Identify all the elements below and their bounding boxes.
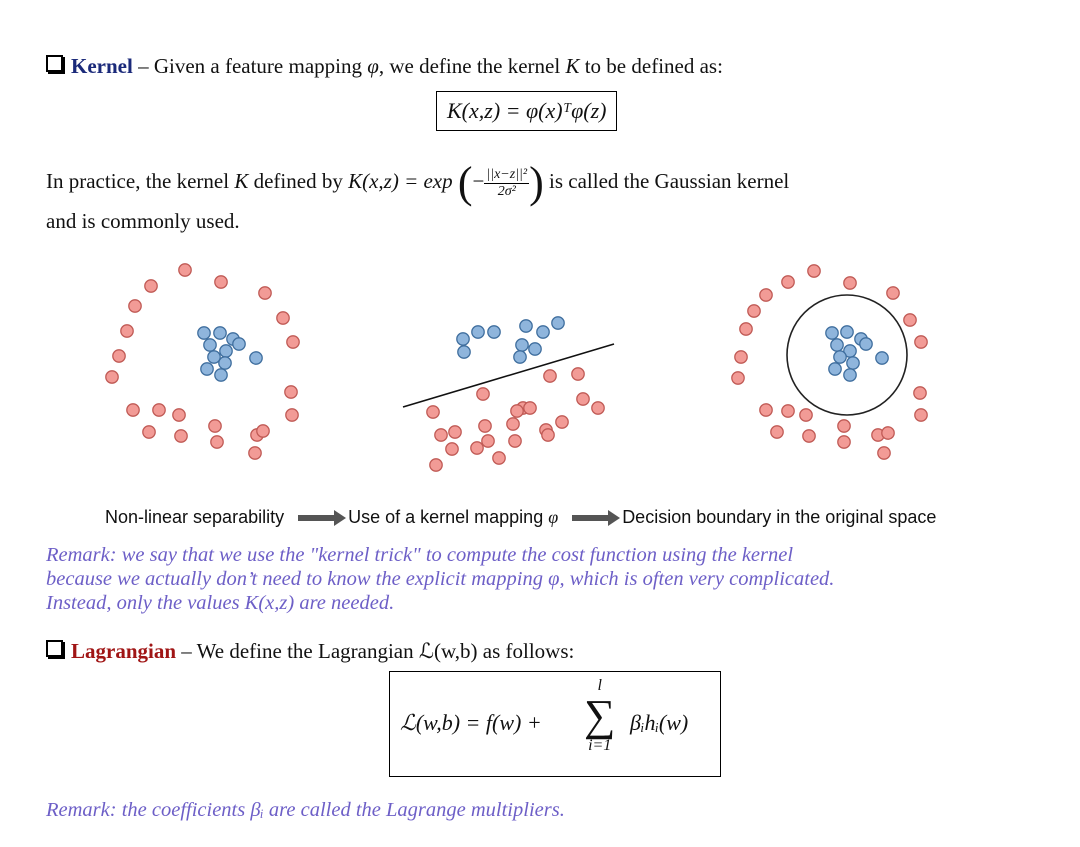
blue-point bbox=[552, 317, 564, 329]
gaussian-fraction bbox=[484, 167, 529, 200]
caption-decision-boundary: Decision boundary in the original space bbox=[622, 507, 937, 527]
red-point bbox=[507, 418, 519, 430]
red-point bbox=[544, 370, 556, 382]
red-point bbox=[592, 402, 604, 414]
red-point bbox=[782, 405, 794, 417]
blue-point bbox=[841, 326, 853, 338]
gaussian-lhs: K(x,z) = exp bbox=[348, 169, 453, 193]
red-point bbox=[286, 409, 298, 421]
blue-point bbox=[457, 333, 469, 345]
red-point bbox=[479, 420, 491, 432]
blue-point bbox=[219, 357, 231, 369]
red-point bbox=[287, 336, 299, 348]
checkbox-square-icon bbox=[46, 55, 63, 72]
lagrangian-rhs: βᵢhᵢ(w) bbox=[630, 710, 689, 735]
kernel-phi: φ bbox=[367, 54, 379, 78]
lagrangian-heading-line bbox=[46, 637, 574, 665]
remark1-line-2: because we actually don’t need to know the explicit mapping φ, which is often very complicated. bbox=[46, 568, 835, 590]
blue-point bbox=[458, 346, 470, 358]
remark1-line-1: Remark: we say that we use the "kernel trick" to compute the cost function using the kernel bbox=[46, 544, 794, 566]
red-point bbox=[471, 442, 483, 454]
red-point bbox=[175, 430, 187, 442]
left-paren: ( bbox=[457, 158, 473, 208]
red-point bbox=[511, 405, 523, 417]
red-point bbox=[285, 386, 297, 398]
blue-point bbox=[520, 320, 532, 332]
red-point bbox=[556, 416, 568, 428]
kernel-intro-before: – Given a feature mapping bbox=[138, 54, 362, 78]
caption-phi: φ bbox=[548, 507, 559, 527]
red-point bbox=[173, 409, 185, 421]
gaussian-K: K bbox=[234, 169, 249, 193]
red-point bbox=[878, 447, 890, 459]
red-point bbox=[153, 404, 165, 416]
blue-point bbox=[860, 338, 872, 350]
red-point bbox=[113, 350, 125, 362]
red-point bbox=[732, 372, 744, 384]
blue-point bbox=[472, 326, 484, 338]
red-point bbox=[838, 420, 850, 432]
red-point bbox=[477, 388, 489, 400]
arrow-right-icon bbox=[298, 515, 336, 521]
blue-point bbox=[488, 326, 500, 338]
caption-kernel-mapping: Use of a kernel mapping bbox=[348, 507, 544, 527]
red-point bbox=[904, 314, 916, 326]
red-point bbox=[542, 429, 554, 441]
red-point bbox=[572, 368, 584, 380]
summation bbox=[584, 678, 615, 754]
sum-lower-limit: i=1 bbox=[588, 737, 612, 754]
blue-point bbox=[198, 327, 210, 339]
gaussian-line-2: and is commonly used. bbox=[46, 209, 240, 233]
blue-point bbox=[516, 339, 528, 351]
gaussian-line-1 bbox=[46, 156, 789, 206]
red-point bbox=[446, 443, 458, 455]
sum-upper-limit: l bbox=[597, 677, 602, 694]
red-point bbox=[882, 427, 894, 439]
red-point bbox=[215, 276, 227, 288]
fraction-numerator: ||x−z||² bbox=[486, 166, 528, 182]
lagrangian-equation-box bbox=[389, 671, 721, 777]
red-point bbox=[179, 264, 191, 276]
blue-point bbox=[514, 351, 526, 363]
red-point bbox=[760, 404, 772, 416]
gaussian-text-start: In practice, the kernel bbox=[46, 169, 230, 193]
red-point bbox=[740, 323, 752, 335]
blue-point bbox=[214, 327, 226, 339]
red-point bbox=[577, 393, 589, 405]
red-point bbox=[145, 280, 157, 292]
red-point bbox=[143, 426, 155, 438]
blue-point bbox=[826, 327, 838, 339]
red-point bbox=[430, 459, 442, 471]
blue-point bbox=[215, 369, 227, 381]
kernel-trick-remark bbox=[46, 543, 1066, 615]
red-point bbox=[800, 409, 812, 421]
red-point bbox=[127, 404, 139, 416]
blue-point bbox=[831, 339, 843, 351]
red-point bbox=[803, 430, 815, 442]
points-layer bbox=[106, 264, 927, 471]
blue-point bbox=[529, 343, 541, 355]
gaussian-minus: − bbox=[472, 169, 485, 193]
red-point bbox=[771, 426, 783, 438]
blue-point bbox=[201, 363, 213, 375]
red-point bbox=[887, 287, 899, 299]
kernel-illustration-figure bbox=[90, 255, 970, 480]
red-point bbox=[735, 351, 747, 363]
blue-point bbox=[220, 345, 232, 357]
red-point bbox=[914, 387, 926, 399]
red-point bbox=[915, 409, 927, 421]
sum-symbol: ∑ bbox=[584, 691, 616, 740]
red-point bbox=[808, 265, 820, 277]
blue-point bbox=[537, 326, 549, 338]
red-point bbox=[449, 426, 461, 438]
red-point bbox=[129, 300, 141, 312]
gaussian-text-end: is called the Gaussian kernel bbox=[549, 169, 790, 193]
red-point bbox=[493, 452, 505, 464]
remark1-line-3: Instead, only the values K(x,z) are needed. bbox=[46, 592, 395, 614]
lagrange-multipliers-remark: Remark: the coefficients βᵢ are called the Lagrange multipliers. bbox=[46, 799, 565, 821]
red-point bbox=[838, 436, 850, 448]
red-point bbox=[760, 289, 772, 301]
red-point bbox=[211, 436, 223, 448]
red-point bbox=[748, 305, 760, 317]
red-point bbox=[427, 406, 439, 418]
lagrangian-title: Lagrangian bbox=[71, 639, 177, 663]
kernel-title: Kernel bbox=[71, 54, 133, 78]
red-point bbox=[482, 435, 494, 447]
red-point bbox=[257, 425, 269, 437]
right-paren: ) bbox=[529, 158, 544, 208]
red-point bbox=[249, 447, 261, 459]
fraction-denominator: 2σ² bbox=[497, 183, 516, 199]
blue-point bbox=[834, 351, 846, 363]
lagrangian-intro: – We define the Lagrangian ℒ(w,b) as follows: bbox=[181, 639, 575, 663]
red-point bbox=[915, 336, 927, 348]
caption-nonlinear: Non-linear separability bbox=[105, 507, 285, 527]
blue-point bbox=[208, 351, 220, 363]
blue-point bbox=[847, 357, 859, 369]
red-point bbox=[277, 312, 289, 324]
blue-point bbox=[844, 369, 856, 381]
figure-caption bbox=[105, 507, 936, 528]
red-point bbox=[259, 287, 271, 299]
blue-point bbox=[233, 338, 245, 350]
blue-point bbox=[876, 352, 888, 364]
kernel-intro-after: to be defined as: bbox=[584, 54, 723, 78]
kernel-equation-box: K(x,z) = φ(x)ᵀφ(z) bbox=[436, 91, 617, 131]
checkbox-square-icon bbox=[46, 640, 63, 657]
kernel-heading-line bbox=[46, 52, 723, 80]
red-point bbox=[782, 276, 794, 288]
red-point bbox=[844, 277, 856, 289]
gaussian-defined-by: defined by bbox=[253, 169, 343, 193]
blue-point bbox=[250, 352, 262, 364]
blue-point bbox=[204, 339, 216, 351]
red-point bbox=[106, 371, 118, 383]
lagrangian-lhs: ℒ(w,b) = f(w) + bbox=[400, 710, 542, 735]
red-point bbox=[524, 402, 536, 414]
red-point bbox=[209, 420, 221, 432]
red-point bbox=[509, 435, 521, 447]
blue-point bbox=[829, 363, 841, 375]
kernel-intro-middle: , we define the kernel bbox=[378, 54, 561, 78]
kernel-K: K bbox=[565, 54, 580, 78]
arrow-right-icon bbox=[572, 515, 610, 521]
red-point bbox=[121, 325, 133, 337]
red-point bbox=[435, 429, 447, 441]
